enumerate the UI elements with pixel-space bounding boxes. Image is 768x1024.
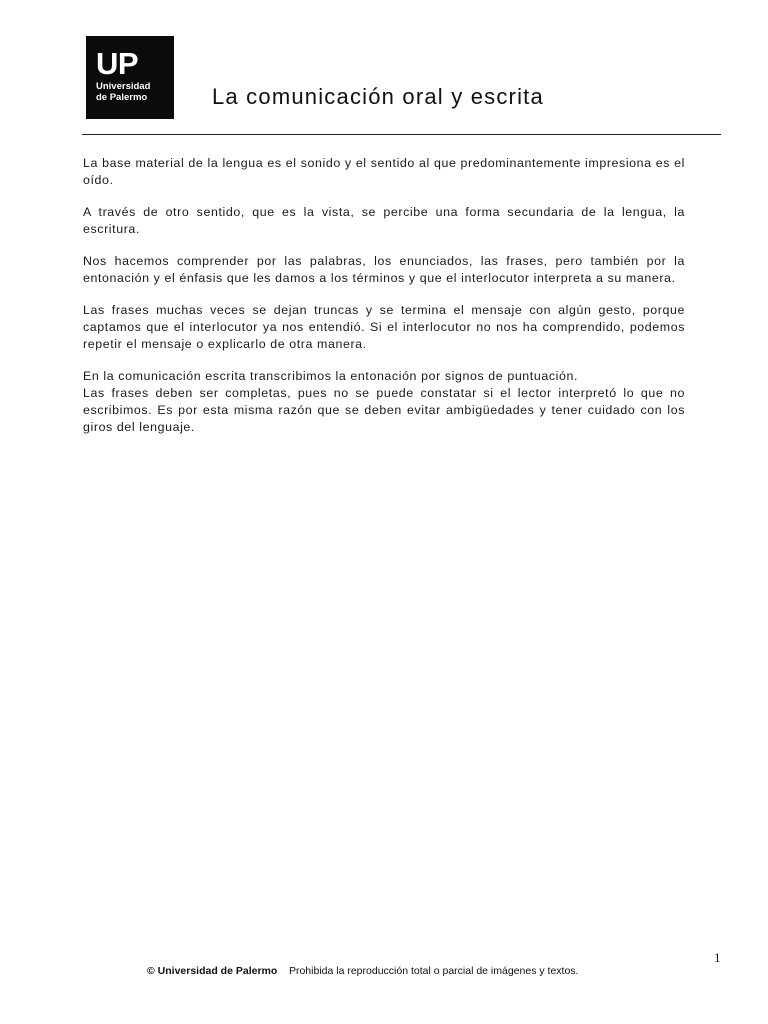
logo-name-line-2: de Palermo — [96, 92, 148, 103]
document-title: La comunicación oral y escrita — [212, 84, 544, 109]
header-divider — [82, 134, 721, 135]
document-body — [83, 155, 685, 451]
page-number: 1 — [714, 950, 721, 965]
logo-mark: UP — [96, 46, 139, 81]
paragraph: A través de otro sentido, que es la vista, se percibe una forma secundaria de la lengua, la escritura. — [83, 205, 685, 236]
paragraph: Las frases muchas veces se dejan truncas y se termina el mensaje con algún gesto, porque captamos que el interlocutor ya nos entendió. Si el interlocutor no nos ha comprendido, podemos repetir el mensaje o explicarlo de otra manera. — [83, 303, 685, 351]
copyright-footer — [147, 965, 578, 977]
university-logo — [86, 36, 174, 119]
paragraph: Las frases deben ser completas, pues no se puede constatar si el lector interpretó lo que no escribimos. Es por esta misma razón que se deben evitar ambigüedades y tener cuidado con los giros del lenguaje. — [83, 386, 685, 434]
footer-notice: Prohibida la reproducción total o parcial de imágenes y textos. — [288, 965, 579, 977]
logo-name-line-1: Universidad — [96, 81, 151, 92]
paragraph: En la comunicación escrita transcribimos la entonación por signos de puntuación. — [83, 369, 578, 383]
footer-brand: © Universidad de Palermo — [147, 965, 278, 977]
footer-spacer — [280, 965, 286, 977]
paragraph: La base material de la lengua es el sonido y el sentido al que predominantemente impresiona es el oído. — [83, 156, 685, 187]
paragraph: Nos hacemos comprender por las palabras, los enunciados, las frases, pero también por la entonación y el énfasis que les damos a los términos y que el interlocutor interpreta a su manera. — [83, 254, 685, 285]
